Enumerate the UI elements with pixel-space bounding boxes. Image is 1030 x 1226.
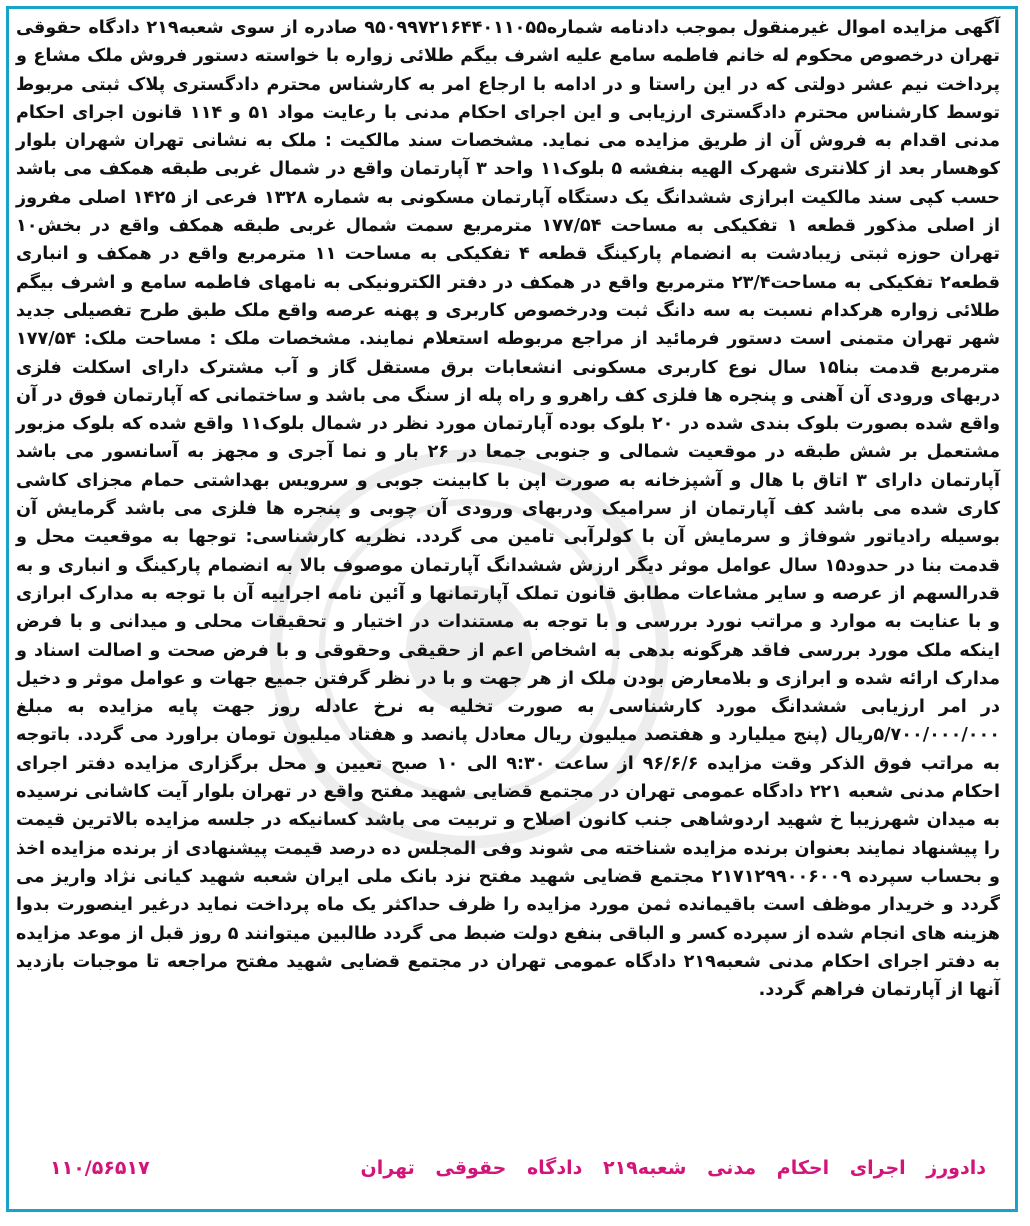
auction-notice-text bbox=[16, 14, 1000, 1004]
issuer-signature-line: دادورز اجرای احکام مدنی شعبه۲۱۹ دادگاه حقوقی تهران bbox=[360, 1157, 986, 1179]
notice-paragraph: آگهی مزایده اموال غیرمنقول بموجب دادنامه شماره۹۵۰۹۹۷۲۱۶۴۴۰۱۱۰۵۵ صادره از سوی شعبه۲۱۹ دادگاه حقوقی تهران درخصوص محکوم له خانم فاطمه سامع علیه اشرف بیگم طلائی زواره با خواسته دستور فروش ملک مشاع و پرداخت نیم عشر دولتی که در این راستا و در ادامه با ارجاع امر به کارشناس محترم دادگستری پلاک ثبتی مربوط توسط کارشناس محترم دادگستری ارزیابی و این اجرای احکام مدنی با رعایت مواد ۵۱ و ۱۱۴ قانون اجرای احکام مدنی اقدام به فروش آن از طریق مزایده می نماید. مشخصات سند مالکیت : ملک به نشانی تهران شهران بلوار کوهسار بعد از کلانتری شهرک الهیه بنفشه ۵ بلوک۱۱ واحد ۳ آپارتمان واقع در شمال غربی طبقه همکف می باشد حسب کپی سند مالکیت ابرازی ششدانگ یک دستگاه آپارتمان مسکونی به شماره ۱۳۲۸ فرعی از ۱۴۲۵ اصلی مفروز از اصلی مذکور قطعه ۱ تفکیکی به مساحت ۱۷۷/۵۴ مترمربع سمت شمال غربی طبقه همکف واقع در بخش۱۰ تهران حوزه ثبتی زیبادشت به انضمام پارکینگ قطعه ۴ تفکیکی به مساحت ۱۱ مترمربع واقع در همکف و انباری قطعه۲ تفکیکی به مساحت۲۳/۴ مترمربع واقع در همکف در دفتر الکترونیکی به نامهای فاطمه سامع و اشرف بیگم طلائی زواره هرکدام نسبت به سه دانگ ثبت ودرخصوص کاربری و پهنه عرصه واقع ملک طبق طرح تفصیلی جدید شهر تهران متمنی است دستور فرمائید از مراجع مربوطه استعلام نمایند. مشخصات ملک : مساحت ملک: ۱۷۷/۵۴ مترمربع قدمت بنا۱۵ سال نوع کاربری مسکونی انشعابات برق مستقل گاز و آب مشترک دارای اسکلت فلزی دربهای ورودی آن آهنی و پنجره ها فلزی کف راهرو و راه پله از سنگ می باشد و ساختمانی که آپارتمان فوق در آن واقع شده بصورت بلوک بندی شده در ۲۰ بلوک بوده آپارتمان مورد نظر در شمال بلوک۱۱ واقع شده که بلوک مزبور مشتعمل بر شش طبقه در موقعیت شمالی و جنوبی جمعا در ۲۶ بار و نما آجری و مجهز به آسانسور می باشد آپارتمان دارای ۳ اتاق با هال و آشپزخانه به صورت اپن با کابینت جوبی و سرویس بهداشتی حمام مجزای کاشی کاری شده می باشد کف آپارتمان از سرامیک ودربهای ورودی آن چوبی و پنجره ها فلزی می باشد گرمایش آن بوسیله رادیاتور شوفاژ و سرمایش آن با کولرآبی تامین می گردد. نظریه کارشناسی: توجها به موقعیت محل و قدمت بنا در حدود۱۵ سال عوامل موثر دیگر ارزش ششدانگ آپارتمان موصوف بالا به انضمام پارکینگ و انباری و به قدرالسهم از عرصه و سایر مشاعات مطابق قانون تملک آپارتمانها و آئین نامه اجراییه آن با توجه به مدارک ابرازی و با عنایت به موارد و مراتب نورد بررسی و با توجه به مستندات در اختیار و تحقیقات محلی و میدانی و با فرض اینکه ملک مورد بررسی فاقد هرگونه بدهی به اشخاص اعم از حقیقی وحقوقی و با فرض صحت و اصالت اسناد و مدارک ارائه شده و ابرازی و بلامعارض بودن ملک از هر جهت و با در نظر گرفتن جمیع جهات و عوامل موثر و دخیل در امر ارزیابی ششدانگ مورد کارشناسی به صورت تخلیه به نرخ عادله روز جهت پایه مزایده به مبلغ ۵/۷۰۰/۰۰۰/۰۰۰ریال (پنج میلیارد و هفتصد میلیون ریال معادل پانصد و هفتاد میلیون تومان براورد می گردد. باتوجه به مراتب فوق الذکر وقت مزایده ۹۶/۶/۶ از ساعت ۹:۳۰ الی ۱۰ صبح تعیین و محل برگزاری مزایده دفتر اجرای احکام مدنی شعبه ۲۲۱ دادگاه عمومی تهران در مجتمع قضایی شهید مفتح واقع در تهران بلوار آیت کاشانی نرسیده به میدان شهرزیبا خ شهید اردوشاهی جنب کانون اصلاح و تربیت می باشد کسانیکه در جلسه مزایده بالاترین قیمت را پیشنهاد نمایند بعنوان برنده مزایده شناخته می شوند وفی المجلس ده درصد قیمت پیشنهادی از برنده مزایده اخذ و بحساب سپرده ۲۱۷۱۲۹۹۰۰۶۰۰۹ مجتمع قضایی شهید مفتح نزد بانک ملی ایران شعبه شهید کیانی نژاد واریز می گردد و خریدار موظف است باقیمانده ثمن مورد مزایده را ظرف حداکثر یک ماه پرداخت نماید درغیر اینصورت بدوا هزینه های انجام شده از سپرده کسر و الباقی بنفع دولت ضبط می گردد طالبین میتوانند ۵ روز قبل از موعد مزایده به دفتر اجرای احکام مدنی شعبه۲۱۹ دادگاه عمومی تهران در مجتمع قضایی شهید مفتح مراجعه تا موجبات بازدید آنها از آپارتمان فراهم گردد. bbox=[16, 18, 1001, 1001]
notice-footer bbox=[18, 1148, 986, 1188]
notice-reference-code: ۱۱۰/۵۶۵۱۷ bbox=[50, 1157, 150, 1179]
